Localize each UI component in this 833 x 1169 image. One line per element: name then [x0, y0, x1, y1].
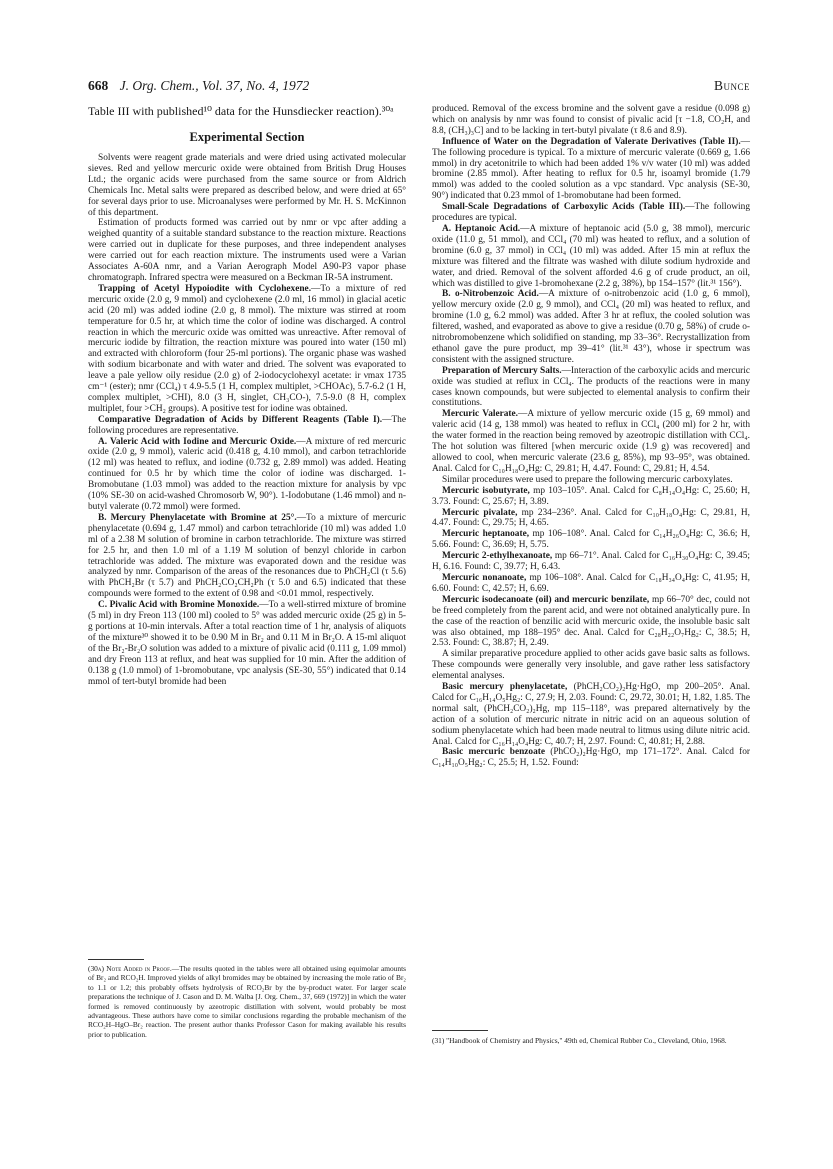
paragraph-heading: Comparative Degradation of Acids by Different Reagents (Table I). [98, 414, 383, 425]
paragraph-heading: Mercuric Valerate. [442, 409, 519, 420]
paragraph-body: mp 66–71°. Anal. Calcd for C₁₆H₃₀O₄Hg: C, 39.45; H, 6.16. Found: C, 39.77; H, 6.43. [432, 551, 751, 573]
paragraph-body: (PhCO₂)₂Hg·HgO, mp 171–172°. Anal. Calcd for C₁₄H₁₀O₅Hg₂: C, 25.5; H, 1.52. Found: [432, 747, 751, 769]
footnote-body: —The results quoted in the tables were all obtained using equimolar amounts of Br₂ and RCO₂H. Improved yields of alkyl bromides may be obtained by increasing the mole ratio of Br₂ to 1.1 or 1.2; this probably offsets hydrolysis of RCO₂Br by the by-product water. For larger scale preparations the technique of J. Cason and D. M. Walba [J. Org. Chem., 37, 669 (1972)] in which the water formed is removed continuously by azeotropic distillation with solvent, would probably be most advantageous. These authors have come to similar conclusions regarding the probable mechanism of the RCO₂H–HgO–Br₂ reaction. The present author thanks Professor Cason for making available his results prior to publication. [88, 964, 406, 1039]
paragraph: Solvents were reagent grade materials and were dried using activated molecular sieves. Red and yellow mercuric oxide were obtained from British Drug Houses Ltd.; the organic acids were purchased from the same source or from Aldrich Chemicals Inc. Metal salts were prepared as described below, and were dried at 65° for several days prior to use. Microanalyses were performed by Mr. H. S. McKinnon of this department. [88, 153, 406, 218]
paragraph-heading: Influence of Water on the Degradation of Valerate Derivatives (Table II). [442, 136, 741, 147]
paragraph [432, 551, 750, 573]
paragraph: produced. Removal of the excess bromine and the solvent gave a residue (0.098 g) which on analysis by nmr was found to consist of pivalic acid [τ −1.8, CO₂H, and 8.8, (CH₃)₃C] and to be lacking in tert-butyl pivalate (τ 8.6 and 8.9). [432, 104, 750, 136]
paragraph-body: mp 106–108°. Anal. Calcd for C₁₄H₂₆O₄Hg: C, 36.6; H, 5.66. Found: C, 36.69; H, 5.75. [432, 529, 750, 551]
paragraph-body: —To a mixture of red mercuric oxide (2.0 g, 9 mmol) and cyclohexene (2.0 ml, 16 mmol) in glacial acetic acid (20 ml) was added iodine (2.0 g, 8 mmol). The mixture was stirred at room temperature for 0.5 hr, at which time the color of iodine was discharged. A control reaction in which the mercuric oxide was omitted was unreactive. After removal of mercuric iodide by filtration, the reaction mixture was poured into water (150 ml) and extracted with chloroform (four 25-ml portions). The organic phase was washed with sodium bicarbonate and with water and dried. The solvent was evaporated to leave a pale yellow oily residue (2.0 g) of 2-iodocyclohexyl acetate: ir νmax 1735 cm⁻¹ (ester); nmr (CCl₄) τ 4.9-5.5 (1 H, complex multiplet, >CHOAc), 5.7-6.2 (1 H, complex multiplet, >CHI), 8.0 (3 H, singlet, CH₃CO-), 7.5-9.0 (8 H, complex multiplet, four >CH₂ groups). A positive test for iodine was obtained. [88, 283, 406, 414]
running-header [88, 78, 750, 96]
right-column [432, 104, 750, 769]
paragraph [432, 486, 750, 508]
paragraph-body: mp 106–108°. Anal. Calcd for C₁₈H₃₄O₄Hg: C, 41.95; H, 6.60. Found: C, 42.57; H, 6.69. [432, 572, 750, 594]
paragraph-body: —A mixture of yellow mercuric oxide (15 g, 69 mmol) and valeric acid (14 g, 138 mmol) was heated to reflux in CCl₄ (200 ml) for 2 hr, with the water formed in the reaction being removed by azeotropic distillation with CCl₄. The hot solution was filtered [when mercuric oxide (1.9 g) was recovered] and allowed to cool, when mercuric valerate (23.6 g, 85%), mp 93–95°, was obtained. Anal. Calcd for C₁₀H₁₈O₄Hg: C, 29.81; H, 4.47. Found: C, 29.81; H, 4.54. [432, 409, 750, 474]
paragraph-heading: Mercuric nonanoate, [442, 572, 527, 583]
paragraph [432, 289, 750, 365]
right-footnote [432, 1036, 750, 1045]
paragraph-body: mp 103–105°. Anal. Calcd for C₈H₁₄O₄Hg: C, 25.60; H, 3.73. Found: C, 25.67; H, 3.89. [432, 485, 750, 507]
paragraph [88, 437, 406, 513]
running-author: Bunce [713, 78, 750, 93]
paragraph [432, 137, 750, 202]
paragraph-body: —A mixture of o-nitrobenzoic acid (1.0 g, 6 mmol), yellow mercury oxide (2.0 g, 9 mmol), and CCl₄ (20 ml) was heated to reflux, and bromine (1.0 g, 6.2 mmol) was added. After 3 hr at reflux, the cooled solution was filtered, washed, and evaporated as above to give a residue (0.70 g, 58%) of crude o-nitrobromobenzene which solidified on standing, mp 33–36°. Recrystallization from ethanol gave the pure product, mp 39–41° (lit.³¹ 43°), whose ir spectrum was consistent with the assigned structure. [432, 289, 750, 365]
paragraph [88, 284, 406, 415]
paragraph-heading: Small-Scale Degradations of Carboxylic Acids (Table III). [442, 202, 686, 213]
paragraph [432, 202, 750, 224]
paragraph [432, 747, 750, 769]
paragraph-body: mp 66–70° dec, could not be freed completely from the parent acid, and were not obtained analytically pure. In the case of the reaction of benzilic acid with mercuric oxide, the insoluble basic salt was also obtained, mp 188–195° dec. Anal. Calcd for C₂₈H₂₂O₇Hg₂: C, 38.5; H, 2.53. Found: C, 38.87; H, 2.49. [432, 594, 751, 649]
paragraph: A similar preparative procedure applied to other acids gave basic salts as follows. These compounds were generally very insoluble, and gave rather less satisfactory elemental analyses. [432, 649, 750, 682]
paragraph [88, 415, 406, 437]
paragraph-body: mp 234–236°. Anal. Calcd for C₁₀H₁₈O₄Hg: C, 29.81, H, 4.47. Found: C, 29.75; H, 4.65. [432, 507, 750, 529]
paragraph-body: —To a mixture of mercuric phenylacetate (0.694 g, 1.47 mmol) and carbon tetrachloride (10 ml) was added 1.0 ml of a 2.38 M solution of bromine in carbon tetrachloride. The mixture was stirred for 2.5 hr, and then 1.0 ml of a 1.19 M solution of benzyl chloride in carbon tetrachloride was added. The mixture was evaporated down and the residue was analyzed by nmr. Comparison of the areas of the resonances due to PhCH₂Cl (τ 5.6) with PhCH₂Br (τ 5.7) and PhCH₂CO₂CH₂Ph (τ 5.0 and 6.5) indicated that these compounds were formed to the extent of 0.98 and <0.01 mmol, respectively. [88, 512, 406, 600]
footnote: (31) "Handbook of Chemistry and Physics," 49th ed, Chemical Rubber Co., Cleveland, Ohio, 1968. [432, 1036, 727, 1045]
paragraph-heading: Trapping of Acetyl Hypoiodite with Cyclohexene. [98, 283, 312, 294]
paragraph-heading: Preparation of Mercury Salts. [442, 365, 562, 376]
journal-citation: J. Org. Chem., Vol. 37, No. 4, 1972 [119, 78, 310, 93]
left-footnote [88, 964, 406, 1039]
paragraph-body: —A mixture of red mercuric oxide (2.0 g, 9 mmol), valeric acid (0.418 g, 4.10 mmol), and carbon tetrachloride (12 ml) was heated to reflux, and iodine (0.732 g, 2.89 mmol) was added. Heating continued for 0.5 hr by which time the color of iodine was discharged. 1-Bromobutane (1.03 mmol) was added to the reaction mixture for analysis by vpc (10% SE-30 on acid-washed Chromosorb W, 90°). 1-Iodobutane (1.46 mmol) and n-butyl valerate (0.72 mmol) were formed. [88, 436, 406, 512]
paragraph: Similar procedures were used to prepare the following mercuric carboxylates. [442, 474, 733, 485]
paragraph-heading: Mercuric heptanoate, [442, 529, 530, 540]
paragraph-body: —Interaction of the carboxylic acids and mercuric oxide was studied at reflux in CCl₄. The products of the reactions were in many cases known compounds, but were subjected to elemental analysis to confirm their constitutions. [432, 365, 750, 409]
paragraph-heading: B. Mercury Phenylacetate with Bromine at 25°. [98, 512, 297, 523]
paragraph [432, 409, 750, 474]
paragraph-body: —A mixture of heptanoic acid (5.0 g, 38 mmol), mercuric oxide (11.0 g, 51 mmol), and CCl₄ (70 ml) was heated to reflux, and a solution of bromine (6.0 g, 37 mmol) in CCl₄ (10 ml) was added. After 15 min at reflux the mixture was filtered and the filtrate was washed with dilute sodium hydroxide and water, and dried. Removal of the solvent afforded 4.6 g of crude product, an oil, which was distilled to give 1-bromohexane (2.2 g, 38%), bp 154–157° (lit.³¹ 156°). [432, 223, 750, 289]
paragraph [432, 529, 750, 551]
paragraph [432, 595, 750, 650]
footnote-rule [432, 1030, 488, 1031]
paragraph-heading: Basic mercuric benzoate [442, 747, 546, 758]
paragraph-heading: C. Pivalic Acid with Bromine Monoxide. [98, 600, 260, 611]
paragraph-body: —The following procedure is typical. To a mixture of mercuric valerate (0.669 g, 1.66 mmol) in dry acetonitrile to which had been added 1% v/v water (10 ml) was added bromine (2.85 mmol). After heating to reflux for 0.5 hr, isoamyl bromide (1.79 mmol) was added to the cooled solution as a vpc standard. Vpc analysis (SE-30, 90°) indicated that 0.23 mmol of 1-bromobutane had been formed. [432, 136, 750, 202]
paragraph-heading: Mercuric 2-ethylhexanoate, [442, 551, 553, 562]
paragraph-heading: B. o-Nitrobenzoic Acid. [442, 289, 539, 300]
footnote [88, 964, 406, 1039]
paragraph: Estimation of products formed was carried out by nmr or vpc after adding a weighed quantity of a suitable standard substance to the reaction mixture. Reactions were carried out in duplicate for these purposes, and three independent analyses were carried out for each reaction mixture. The instruments used were a Varian Associates A-60A nmr, and a Varian Aerograph Model A90-P3 vapor phase chromatograph. Infrared spectra were measured on a Beckman IR-5A instrument. [88, 218, 406, 283]
paragraph-body: —The following procedures are representative. [88, 414, 406, 436]
footnote-rule [88, 959, 144, 960]
page-number: 668 [88, 78, 109, 93]
paragraph [88, 513, 406, 600]
paragraph-heading: A. Heptanoic Acid. [442, 223, 521, 234]
left-column [88, 104, 406, 687]
paragraph-heading: A. Valeric Acid with Iodine and Mercuric Oxide. [98, 436, 297, 447]
section-title: Experimental Section [189, 130, 305, 144]
paragraph-body: —The following procedures are typical. [432, 202, 750, 224]
paragraph-body: (PhCH₂CO₂)₂Hg·HgO, mp 200–205°. Anal. Calcd for C₁₆H₁₄O₅Hg₂: C, 27.9; H, 2.03. Found: C, 29.72, 30.01; H, 1.82, 1.85. The normal salt, (PhCH₂CO₂)₂Hg, mp 115–118°, was prepared alternatively by the action of a solution of mercuric nitrate in nitric acid on an aqueous solution of sodium phenylacetate which had been made neutral to litmus using dilute nitric acid. Anal. Calcd for C₁₆H₁₄O₄Hg: C, 40.7; H, 2.97. Found: C, 40.81; H, 2.88. [432, 682, 750, 747]
paragraph [432, 224, 750, 289]
paragraph-heading: Mercuric isobutyrate, [442, 485, 530, 496]
paragraph-heading: Mercuric pivalate, [442, 507, 518, 518]
paragraph [432, 573, 750, 595]
paragraph [88, 600, 406, 687]
paragraph [432, 508, 750, 530]
paragraph-heading: Basic mercury phenylacetate, [442, 682, 568, 693]
footnote-label: (30a) Note Added in Proof. [88, 964, 172, 973]
paragraph-heading: Mercuric isodecanoate (oil) and mercuric benzilate, [442, 594, 650, 605]
paragraph [432, 682, 750, 747]
paragraph [432, 366, 750, 410]
paragraph-body: —To a well-stirred mixture of bromine (5 ml) in dry Freon 113 (100 ml) cooled to 5° was added mercuric oxide (25 g) in 5-g portions at 10-min intervals. After a total reaction time of 1 hr, analysis of aliquots of the mixture³⁰ showed it to be 0.90 M in Br₂ and 0.11 M in Br₂O. A 15-ml aliquot of the Br₂-Br₂O solution was added to a mixture of pivalic acid (0.111 g, 1.09 mmol) and dry Freon 113 at reflux, and heat was supplied for 10 min. After the addition of 0.138 g (1.0 mmol) of 1-bromobutane, vpc analysis (SE-30, 55°) indicated that 0.14 mmol of tert-butyl bromide had been [88, 600, 406, 687]
intro-text: Table III with published¹⁰ data for the Hunsdiecker reaction).³⁰ᵃ [88, 104, 394, 118]
